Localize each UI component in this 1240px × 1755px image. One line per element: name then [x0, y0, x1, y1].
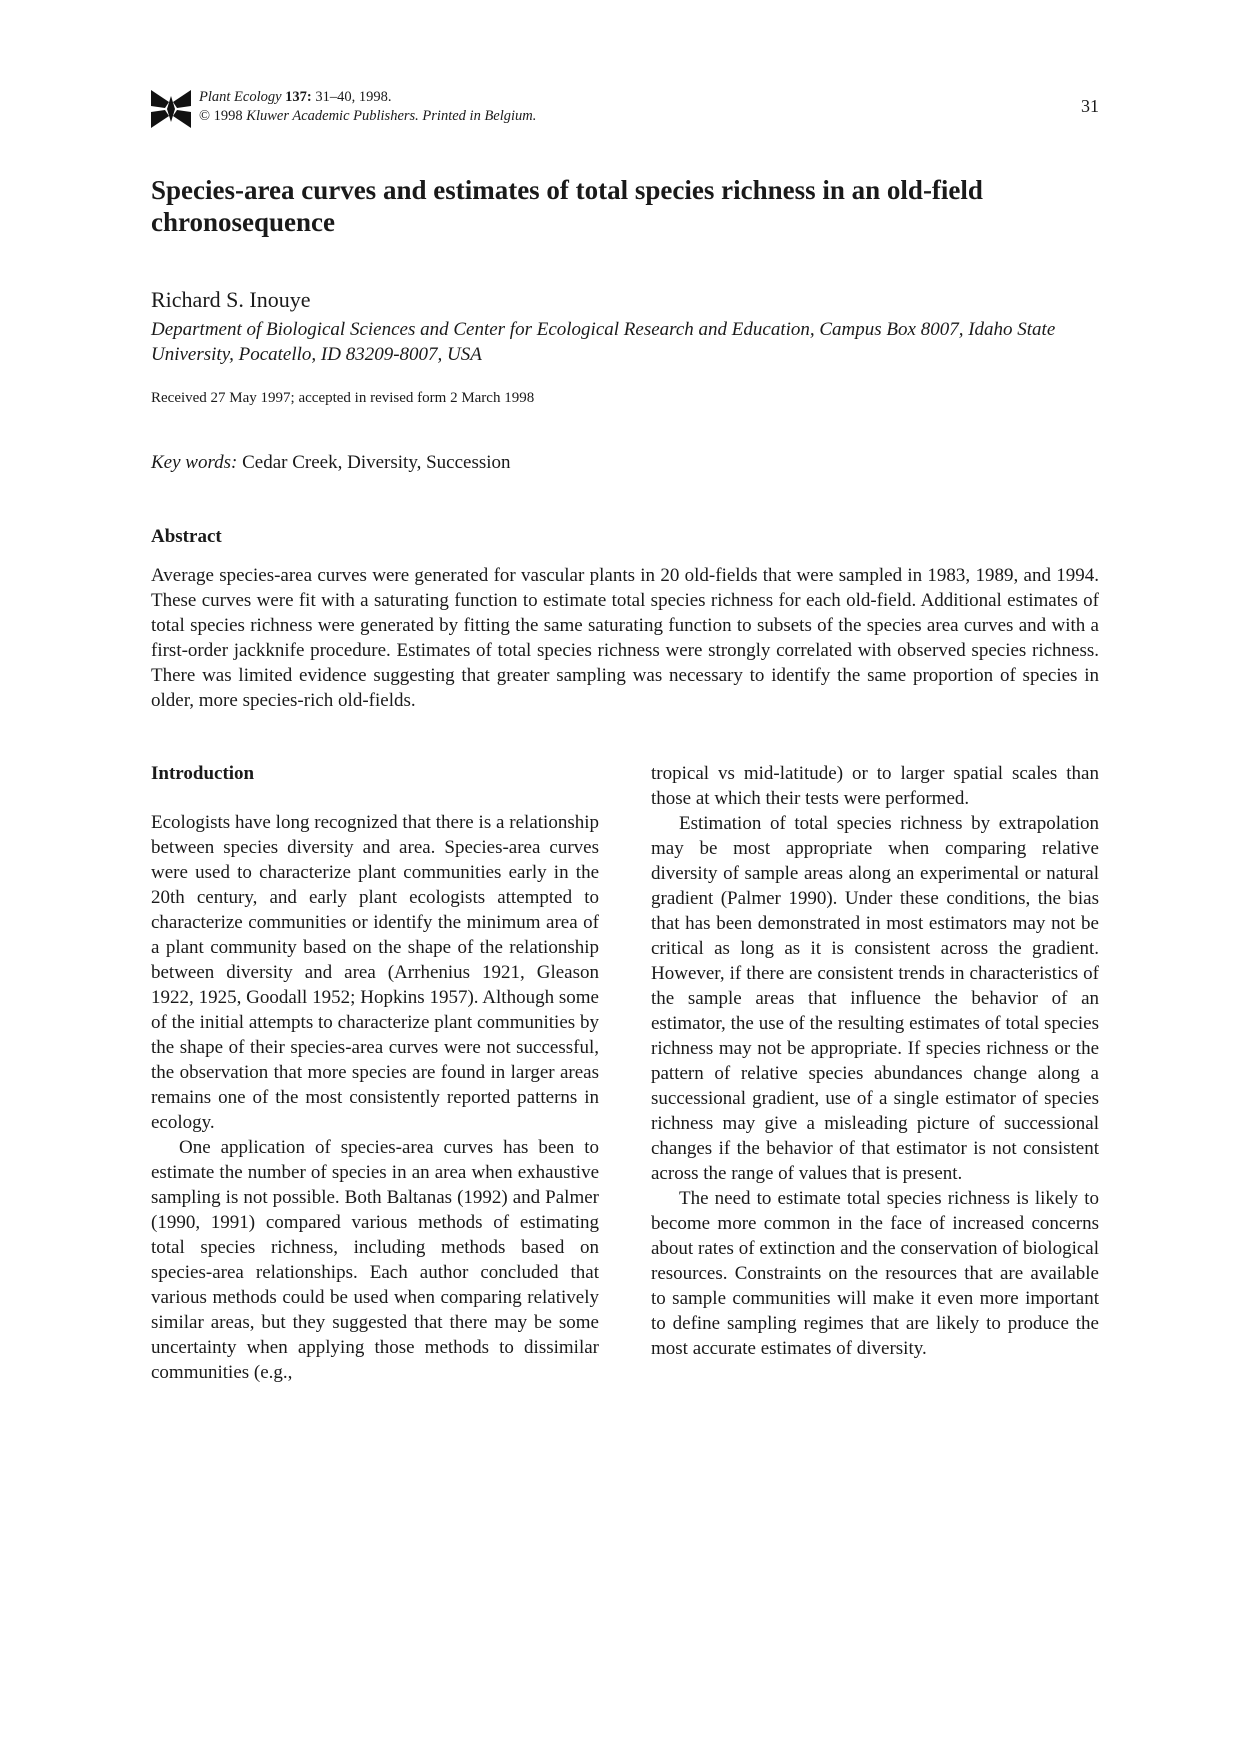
paragraph: The need to estimate total species richness is likely to become more common in the face of increased concerns about rates of extinction and the conservation of biological resources. Constraints on the resources that are available to sample communities will make it even more important to define sampling regimes that are likely to produce the most accurate estimates of diversity. — [651, 1188, 1099, 1359]
author-name: Richard S. Inouye — [151, 287, 311, 312]
page-header — [151, 86, 1099, 136]
author-affiliation: Department of Biological Sciences and Center for Ecological Research and Education, Campus Box 8007, Idaho State University, Pocatello, ID 83209-8007, USA — [151, 319, 1056, 365]
paragraph: Estimation of total species richness by extrapolation may be most appropriate when comparing relative diversity of sample areas along an experimental or natural gradient (Palmer 1990). Under these conditions, the bias that has been demonstrated in most estimators may not be critical as long as it is consistent across the gradient. However, if there are consistent trends in characteristics of the sample areas that influence the behavior of an estimator, the use of the resulting estimates of total species richness may not be appropriate. If species richness or the pattern of relative species abundances change along a successional gradient, use of a single estimator of species richness may give a misleading picture of successional changes if the behavior of that estimator is not consistent across the range of values that is present. — [651, 813, 1099, 1184]
right-column — [651, 761, 1099, 1361]
paper-title: Species-area curves and estimates of total species richness in an old-field chronosequence — [151, 175, 983, 237]
left-column — [151, 761, 599, 1385]
introduction-heading: Introduction — [151, 763, 255, 784]
journal-pages: 31–40, 1998. — [315, 89, 392, 105]
keywords-value: Cedar Creek, Diversity, Succession — [242, 452, 511, 473]
abstract-text: Average species-area curves were generated for vascular plants in 20 old-fields that were sampled in 1983, 1989, and 1994. These curves were fit with a saturating function to estimate total species richness for each old-field. Additional estimates of total species richness were generated by fitting the same saturating function to subsets of the species area curves and with a first-order jackknife procedure. Estimates of total species richness were strongly correlated with observed species richness. There was limited evidence suggesting that greater sampling was necessary to identify the same proportion of species in older, more species-rich old-fields. — [151, 565, 1099, 711]
keywords-label: Key words: — [151, 452, 238, 473]
page-number: 31 — [1081, 96, 1099, 116]
printed-in: Printed in Belgium. — [422, 108, 537, 124]
received-dates: Received 27 May 1997; accepted in revised form 2 March 1998 — [151, 390, 535, 406]
publisher: Kluwer Academic Publishers. — [246, 108, 419, 124]
copyright-year: 1998 — [213, 108, 243, 124]
paragraph: One application of species-area curves has been to estimate the number of species in an area when exhaustive sampling is not possible. Both Baltanas (1992) and Palmer (1990, 1991) compared various methods of estimating total species richness, including methods based on species-area relationships. Each author concluded that various methods could be used when comparing relatively similar areas, but they suggested that there may be some uncertainty when applying those methods to dissimilar communities (e.g., — [151, 1137, 599, 1383]
paragraph: Ecologists have long recognized that there is a relationship between species diversity and area. Species-area curves were used to characterize plant communities early in the 20th century, and early plant ecologists attempted to characterize communities or identify the minimum area of a plant community based on the shape of the relationship between diversity and area (Arrhenius 1921, Gleason 1922, 1925, Goodall 1952; Hopkins 1957). Although some of the initial attempts to characterize plant communities by the shape of their species-area curves were not successful, the observation that more species are found in larger areas remains one of the most consistently reported patterns in ecology. — [151, 812, 599, 1133]
journal-volume: 137: — [285, 89, 312, 105]
journal-citation — [199, 88, 536, 126]
keywords — [151, 452, 511, 474]
abstract-heading: Abstract — [151, 526, 222, 547]
journal-name: Plant Ecology — [199, 89, 282, 105]
kluwer-logo-icon — [151, 86, 191, 132]
copyright-symbol: © — [199, 108, 211, 124]
paragraph: tropical vs mid-latitude) or to larger spatial scales than those at which their tests were performed. — [651, 763, 1099, 809]
